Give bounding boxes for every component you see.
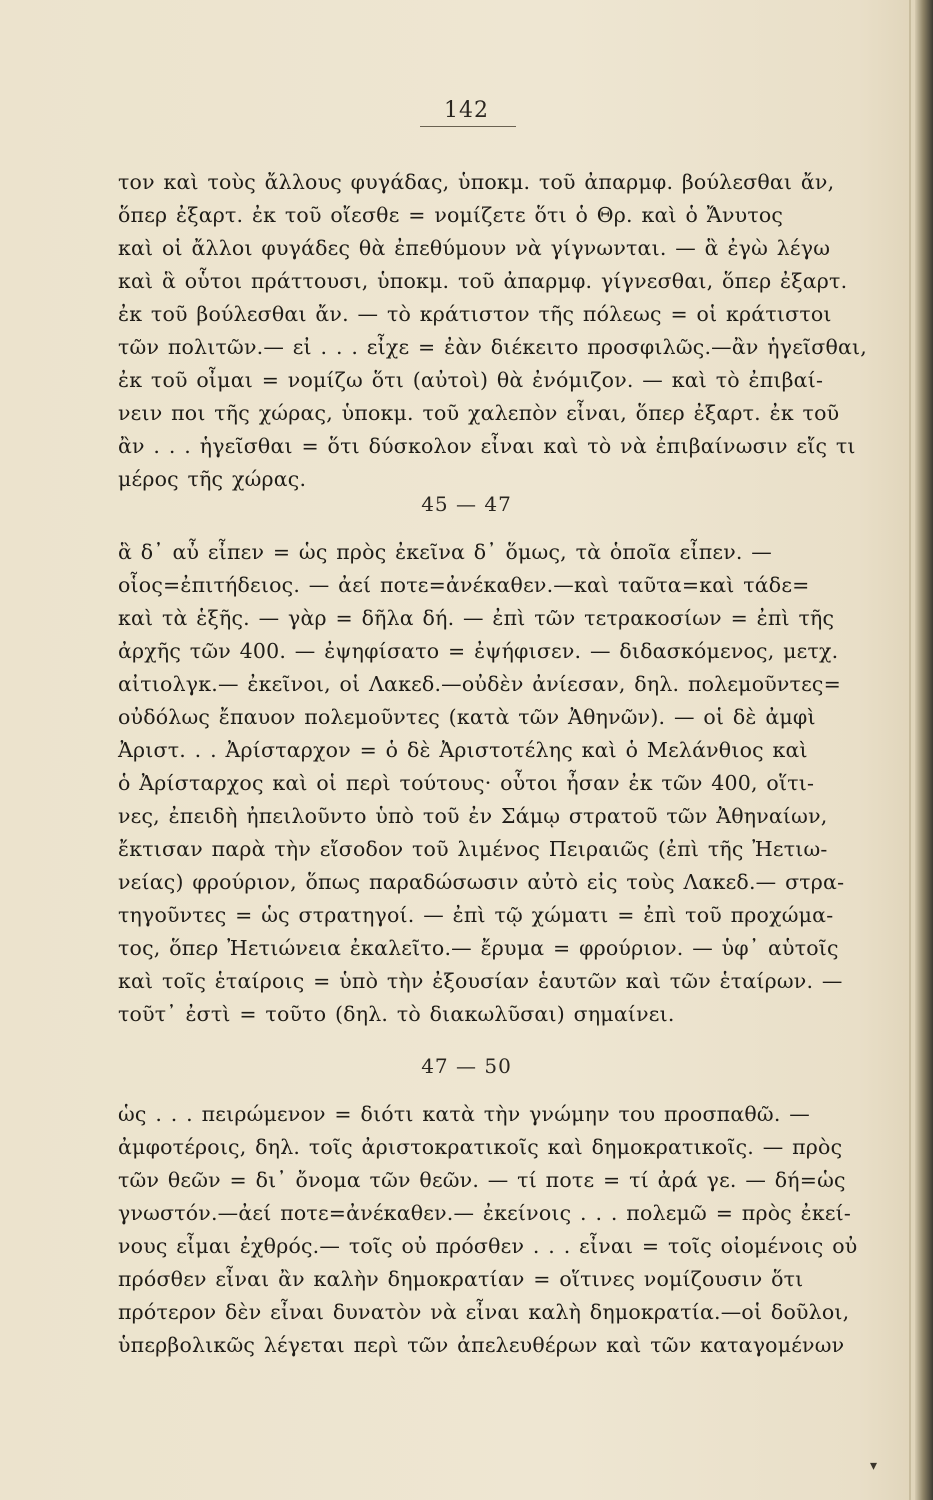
text-line: τῶν πολιτῶν.— εἰ . . . εἶχε = ἐὰν διέκειτο προσφιλῶς.—ἂν ἡγεῖσθαι,	[118, 335, 868, 359]
text-line: μέρος τῆς χώρας.	[118, 467, 307, 491]
text-line: ἔκτισαν παρὰ τὴν εἴσοδον τοῦ λιμένος Πειραιῶς (ἐπὶ τῆς Ἠετιω-	[118, 837, 828, 861]
text-line: Ἀριστ. . . Ἀρίσταρχον = ὁ δὲ Ἀριστοτέλης καὶ ὁ Μελάνθιος καὶ	[118, 738, 808, 762]
section-heading-47-50: 47 — 50	[421, 1054, 512, 1078]
text-line: ἐκ τοῦ βούλεσθαι ἄν. — τὸ κράτιστον τῆς πόλεως = οἱ κράτιστοι	[118, 302, 832, 326]
text-line: ὡς . . . πειρώμενον = διότι κατὰ τὴν γνώμην του προσπαθῶ. —	[118, 1102, 810, 1126]
binding-gutter	[915, 0, 933, 1500]
text-line: καὶ οἱ ἄλλοι φυγάδες θὰ ἐπεθύμουν νὰ γίγνωνται. — ἃ ἐγὼ λέγω	[118, 236, 831, 260]
text-line: τῶν θεῶν = δι᾽ ὄνομα τῶν θεῶν. — τί ποτε = τί ἀρά γε. — δή=ὡς	[118, 1168, 846, 1192]
text-line: ἃ δ᾽ αὖ εἶπεν = ὡς πρὸς ἐκεῖνα δ᾽ ὅμως, τὰ ὁποῖα εἶπεν. —	[118, 540, 772, 564]
paragraph-block-intro	[118, 166, 908, 496]
text-line: ὅπερ ἐξαρτ. ἐκ τοῦ οἴεσθε = νομίζετε ὅτι ὁ Θρ. καὶ ὁ Ἄνυτος	[118, 203, 784, 227]
binding-edge-line	[909, 0, 911, 1500]
text-line: καὶ τοῖς ἑταίροις = ὑπὸ τὴν ἐξουσίαν ἑαυτῶν καὶ τῶν ἑταίρων. —	[118, 969, 843, 993]
text-line: πρόσθεν εἶναι ἂν καλὴν δημοκρατίαν = οἵτινες νομίζουσιν ὅτι	[118, 1267, 804, 1291]
paragraph-block-45-47	[118, 536, 908, 1031]
text-line: τοῦτ᾽ ἐστὶ = τοῦτο (δηλ. τὸ διακωλῦσαι) σημαίνει.	[118, 1002, 675, 1026]
header-rule	[420, 126, 516, 127]
text-line: γνωστόν.—ἀεί ποτε=ἀνέκαθεν.— ἐκείνοις . . . πολεμῶ = πρὸς ἐκεί-	[118, 1201, 852, 1225]
text-line: οἷος=ἐπιτήδειος. — ἀεί ποτε=ἀνέκαθεν.—καὶ ταῦτα=καὶ τάδε=	[118, 573, 810, 597]
text-line: οὐδόλως ἔπαυον πολεμοῦντες (κατὰ τῶν Ἀθηνῶν). — οἱ δὲ ἀμφὶ	[118, 705, 816, 729]
text-line: νειν ποι τῆς χώρας, ὑποκμ. τοῦ χαλεπὸν εἶναι, ὅπερ ἐξαρτ. ἐκ τοῦ	[118, 401, 840, 425]
text-line: τον καὶ τοὺς ἄλλους φυγάδας, ὑποκμ. τοῦ ἀπαρμφ. βούλεσθαι ἄν,	[118, 170, 835, 194]
text-line: ἀμφοτέροις, δηλ. τοῖς ἀριστοκρατικοῖς καὶ δημοκρατικοῖς. — πρὸς	[118, 1135, 843, 1159]
text-line: νους εἶμαι ἐχθρός.— τοῖς οὐ πρόσθεν . . . εἶναι = τοῖς οἰομένοις οὐ	[118, 1234, 858, 1258]
text-line: ἀρχῆς τῶν 400. — ἐψηφίσατο = ἐψήφισεν. — διδασκόμενος, μετχ.	[118, 639, 839, 663]
text-line: τος, ὅπερ Ἠετιώνεια ἐκαλεῖτο.— ἔρυμα = φρούριον. — ὑφ᾽ αὑτοῖς	[118, 936, 839, 960]
text-line: ὁ Ἀρίσταρχος καὶ οἱ περὶ τούτους· οὗτοι ἦσαν ἐκ τῶν 400, οἵτι-	[118, 771, 815, 795]
text-line: ἂν . . . ἡγεῖσθαι = ὅτι δύσκολον εἶναι καὶ τὸ νὰ ἐπιβαίνωσιν εἴς τι	[118, 434, 856, 458]
section-heading-45-47: 45 — 47	[421, 492, 512, 516]
text-line: νείας) φρούριον, ὅπως παραδώσωσιν αὐτὸ εἰς τοὺς Λακεδ.— στρα-	[118, 870, 845, 894]
text-line: καὶ τὰ ἑξῆς. — γὰρ = δῆλα δή. — ἐπὶ τῶν τετρακοσίων = ἐπὶ τῆς	[118, 606, 835, 630]
text-line: ὑπερβολικῶς λέγεται περὶ τῶν ἀπελευθέρων καὶ τῶν καταγομένων	[118, 1333, 845, 1357]
text-line: νες, ἐπειδὴ ἠπειλοῦντο ὑπὸ τοῦ ἐν Σάμῳ στρατοῦ τῶν Ἀθηναίων,	[118, 804, 828, 828]
text-line: ἐκ τοῦ οἶμαι = νομίζω ὅτι (αὐτοὶ) θὰ ἐνόμιζον. — καὶ τὸ ἐπιβαί-	[118, 368, 824, 392]
page-number: 142	[444, 98, 489, 123]
paragraph-block-47-50	[118, 1098, 908, 1362]
text-line: πρότερον δὲν εἶναι δυνατὸν νὰ εἶναι καλὴ δημοκρατία.—οἱ δοῦλοι,	[118, 1300, 850, 1324]
text-line: καὶ ἃ οὗτοι πράττουσι, ὑποκμ. τοῦ ἀπαρμφ. γίγνεσθαι, ὅπερ ἐξαρτ.	[118, 269, 848, 293]
text-line: τηγοῦντες = ὡς στρατηγοί. — ἐπὶ τῷ χώματι = ἐπὶ τοῦ προχώμα-	[118, 903, 834, 927]
footer-mark: ▾	[870, 1458, 878, 1474]
text-line: αἰτιολγκ.— ἐκεῖνοι, οἱ Λακεδ.—οὐδὲν ἀνίεσαν, δηλ. πολεμοῦντες=	[118, 672, 841, 696]
